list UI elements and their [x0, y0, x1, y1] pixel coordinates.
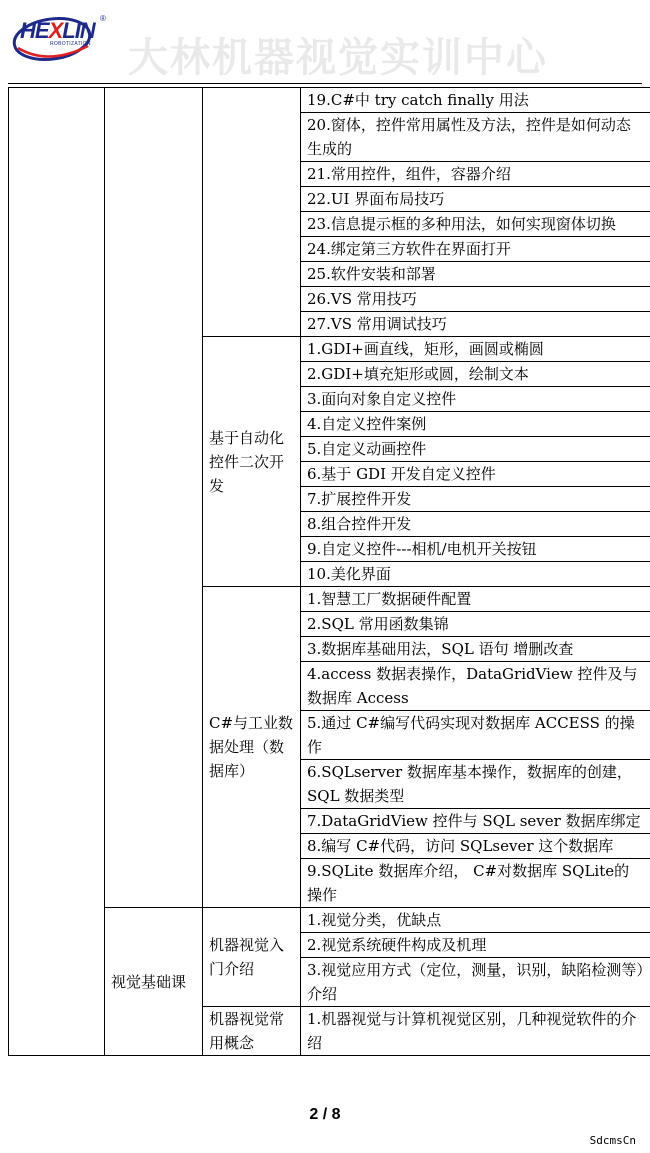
topic-item: 1.GDI+画直线，矩形，画圆或椭圆 — [301, 337, 650, 362]
topic-item: 20.窗体，控件常用属性及方法，控件是如何动态生成的 — [301, 113, 650, 162]
topic-item: 1.智慧工厂数据硬件配置 — [301, 587, 650, 612]
topic-item: 3.数据库基础用法，SQL 语句 增删改查 — [301, 637, 650, 662]
subcategory-cell-empty — [105, 88, 203, 908]
module-title: 基于自动化控件二次开发 — [203, 337, 301, 587]
topic-item: 1.视觉分类，优缺点 — [301, 908, 650, 933]
topic-item: 3.面向对象自定义控件 — [301, 387, 650, 412]
course-syllabus-table — [8, 87, 650, 1056]
topic-item: 2.视觉系统硬件构成及机理 — [301, 933, 650, 958]
topic-item: 21.常用控件，组件，容器介绍 — [301, 162, 650, 187]
topic-item: 4.自定义控件案例 — [301, 412, 650, 437]
table-row — [9, 908, 650, 933]
topic-item: 23.信息提示框的多种用法，如何实现窗体切换 — [301, 212, 650, 237]
header-divider — [8, 83, 642, 84]
topic-item: 24.绑定第三方软件在界面打开 — [301, 237, 650, 262]
topic-item: 10.美化界面 — [301, 562, 650, 587]
registered-mark: ® — [100, 14, 106, 23]
page-header — [0, 0, 650, 82]
topic-item: 19.C#中 try catch finally 用法 — [301, 88, 650, 113]
table-row — [9, 88, 650, 113]
topic-item: 9.SQLite 数据库介绍， C#对数据库 SQLite的操作 — [301, 859, 650, 908]
header-watermark: 大林机器视觉实训中心 — [128, 35, 548, 81]
module-title: 机器视觉入门介绍 — [203, 908, 301, 1007]
topic-item: 6.SQLserver 数据库基本操作，数据库的创建，SQL 数据类型 — [301, 760, 650, 809]
topic-item: 9.自定义控件---相机/电机开关按钮 — [301, 537, 650, 562]
topic-item: 5.通过 C#编写代码实现对数据库 ACCESS 的操作 — [301, 711, 650, 760]
topic-item: 26.VS 常用技巧 — [301, 287, 650, 312]
topic-item: 1.机器视觉与计算机视觉区别，几种视觉软件的介绍 — [301, 1007, 650, 1056]
topic-item: 8.组合控件开发 — [301, 512, 650, 537]
topic-item: 25.软件安装和部署 — [301, 262, 650, 287]
page-number: 2 / 8 — [309, 1106, 341, 1123]
footer-mark: SdcmsCn — [589, 1134, 636, 1147]
topic-item: 8.编写 C#代码，访问 SQLsever 这个数据库 — [301, 834, 650, 859]
logo-subtitle: ROBOTIZATION — [50, 41, 91, 47]
topic-item: 27.VS 常用调试技巧 — [301, 312, 650, 337]
topic-item: 3.视觉应用方式（定位，测量，识别，缺陷检测等）介绍 — [301, 958, 650, 1007]
topic-item: 2.GDI+填充矩形或圆，绘制文本 — [301, 362, 650, 387]
logo-wordmark: HEXLIN — [20, 18, 95, 43]
topic-item: 7.扩展控件开发 — [301, 487, 650, 512]
module-title: 机器视觉常用概念 — [203, 1007, 301, 1056]
topic-item: 6.基于 GDI 开发自定义控件 — [301, 462, 650, 487]
topic-item: 5.自定义动画控件 — [301, 437, 650, 462]
topic-item: 2.SQL 常用函数集锦 — [301, 612, 650, 637]
category-cell-empty — [9, 88, 105, 1056]
module-cell-empty — [203, 88, 301, 337]
topic-item: 7.DataGridView 控件与 SQL sever 数据库绑定 — [301, 809, 650, 834]
topic-item: 4.access 数据表操作，DataGridView 控件及与数据库 Access — [301, 662, 650, 711]
category-title: 视觉基础课 — [105, 908, 203, 1056]
topic-item: 22.UI 界面布局技巧 — [301, 187, 650, 212]
module-title: C#与工业数据处理（数据库） — [203, 587, 301, 908]
